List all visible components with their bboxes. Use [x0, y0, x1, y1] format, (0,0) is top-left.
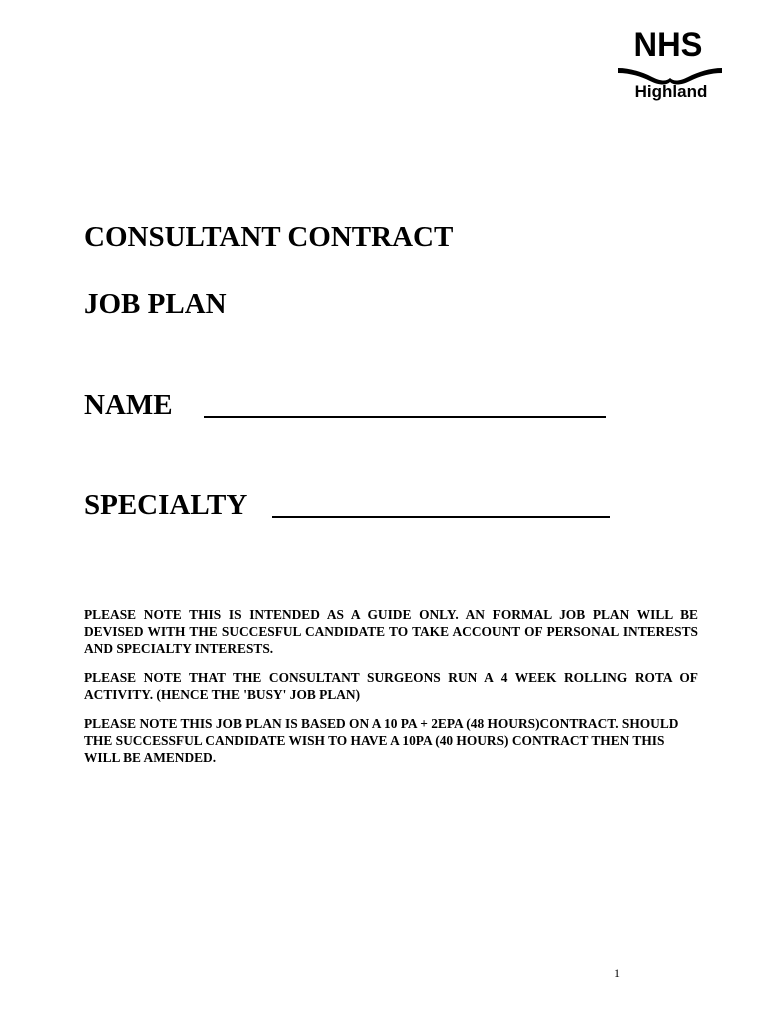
logo-organisation-text: Highland: [634, 82, 708, 101]
logo-brand-text: NHS: [633, 26, 703, 64]
name-field-line[interactable]: [204, 416, 606, 418]
note-guide-only: PLEASE NOTE THIS IS INTENDED AS A GUIDE ONLY. AN FORMAL JOB PLAN WILL BE DEVISED WITH THE SUCCESFUL CANDIDATE TO TAKE ACCOUNT OF PERSONAL INTERESTS AND SPECIALTY INTERESTS.: [84, 607, 698, 656]
document-title: CONSULTANT CONTRACT: [84, 221, 454, 253]
document-subtitle: JOB PLAN: [84, 288, 227, 320]
specialty-label: SPECIALTY: [84, 489, 248, 521]
specialty-field-line[interactable]: [272, 516, 610, 518]
guidance-notes: [84, 606, 698, 778]
page-number: 1: [614, 966, 620, 980]
note-contract-hours: PLEASE NOTE THIS JOB PLAN IS BASED ON A 10 PA + 2EPA (48 HOURS)CONTRACT. SHOULD THE SUCCESSFUL CANDIDATE WISH TO HAVE A 10PA (40 HOURS) CONTRACT THEN THIS WILL BE AMENDED.: [84, 716, 679, 765]
note-rolling-rota: PLEASE NOTE THAT THE CONSULTANT SURGEONS RUN A 4 WEEK ROLLING ROTA OF ACTIVITY. (HENCE THE 'BUSY' JOB PLAN): [84, 670, 698, 702]
name-label: NAME: [84, 389, 173, 421]
nhs-highland-logo: [608, 28, 722, 108]
